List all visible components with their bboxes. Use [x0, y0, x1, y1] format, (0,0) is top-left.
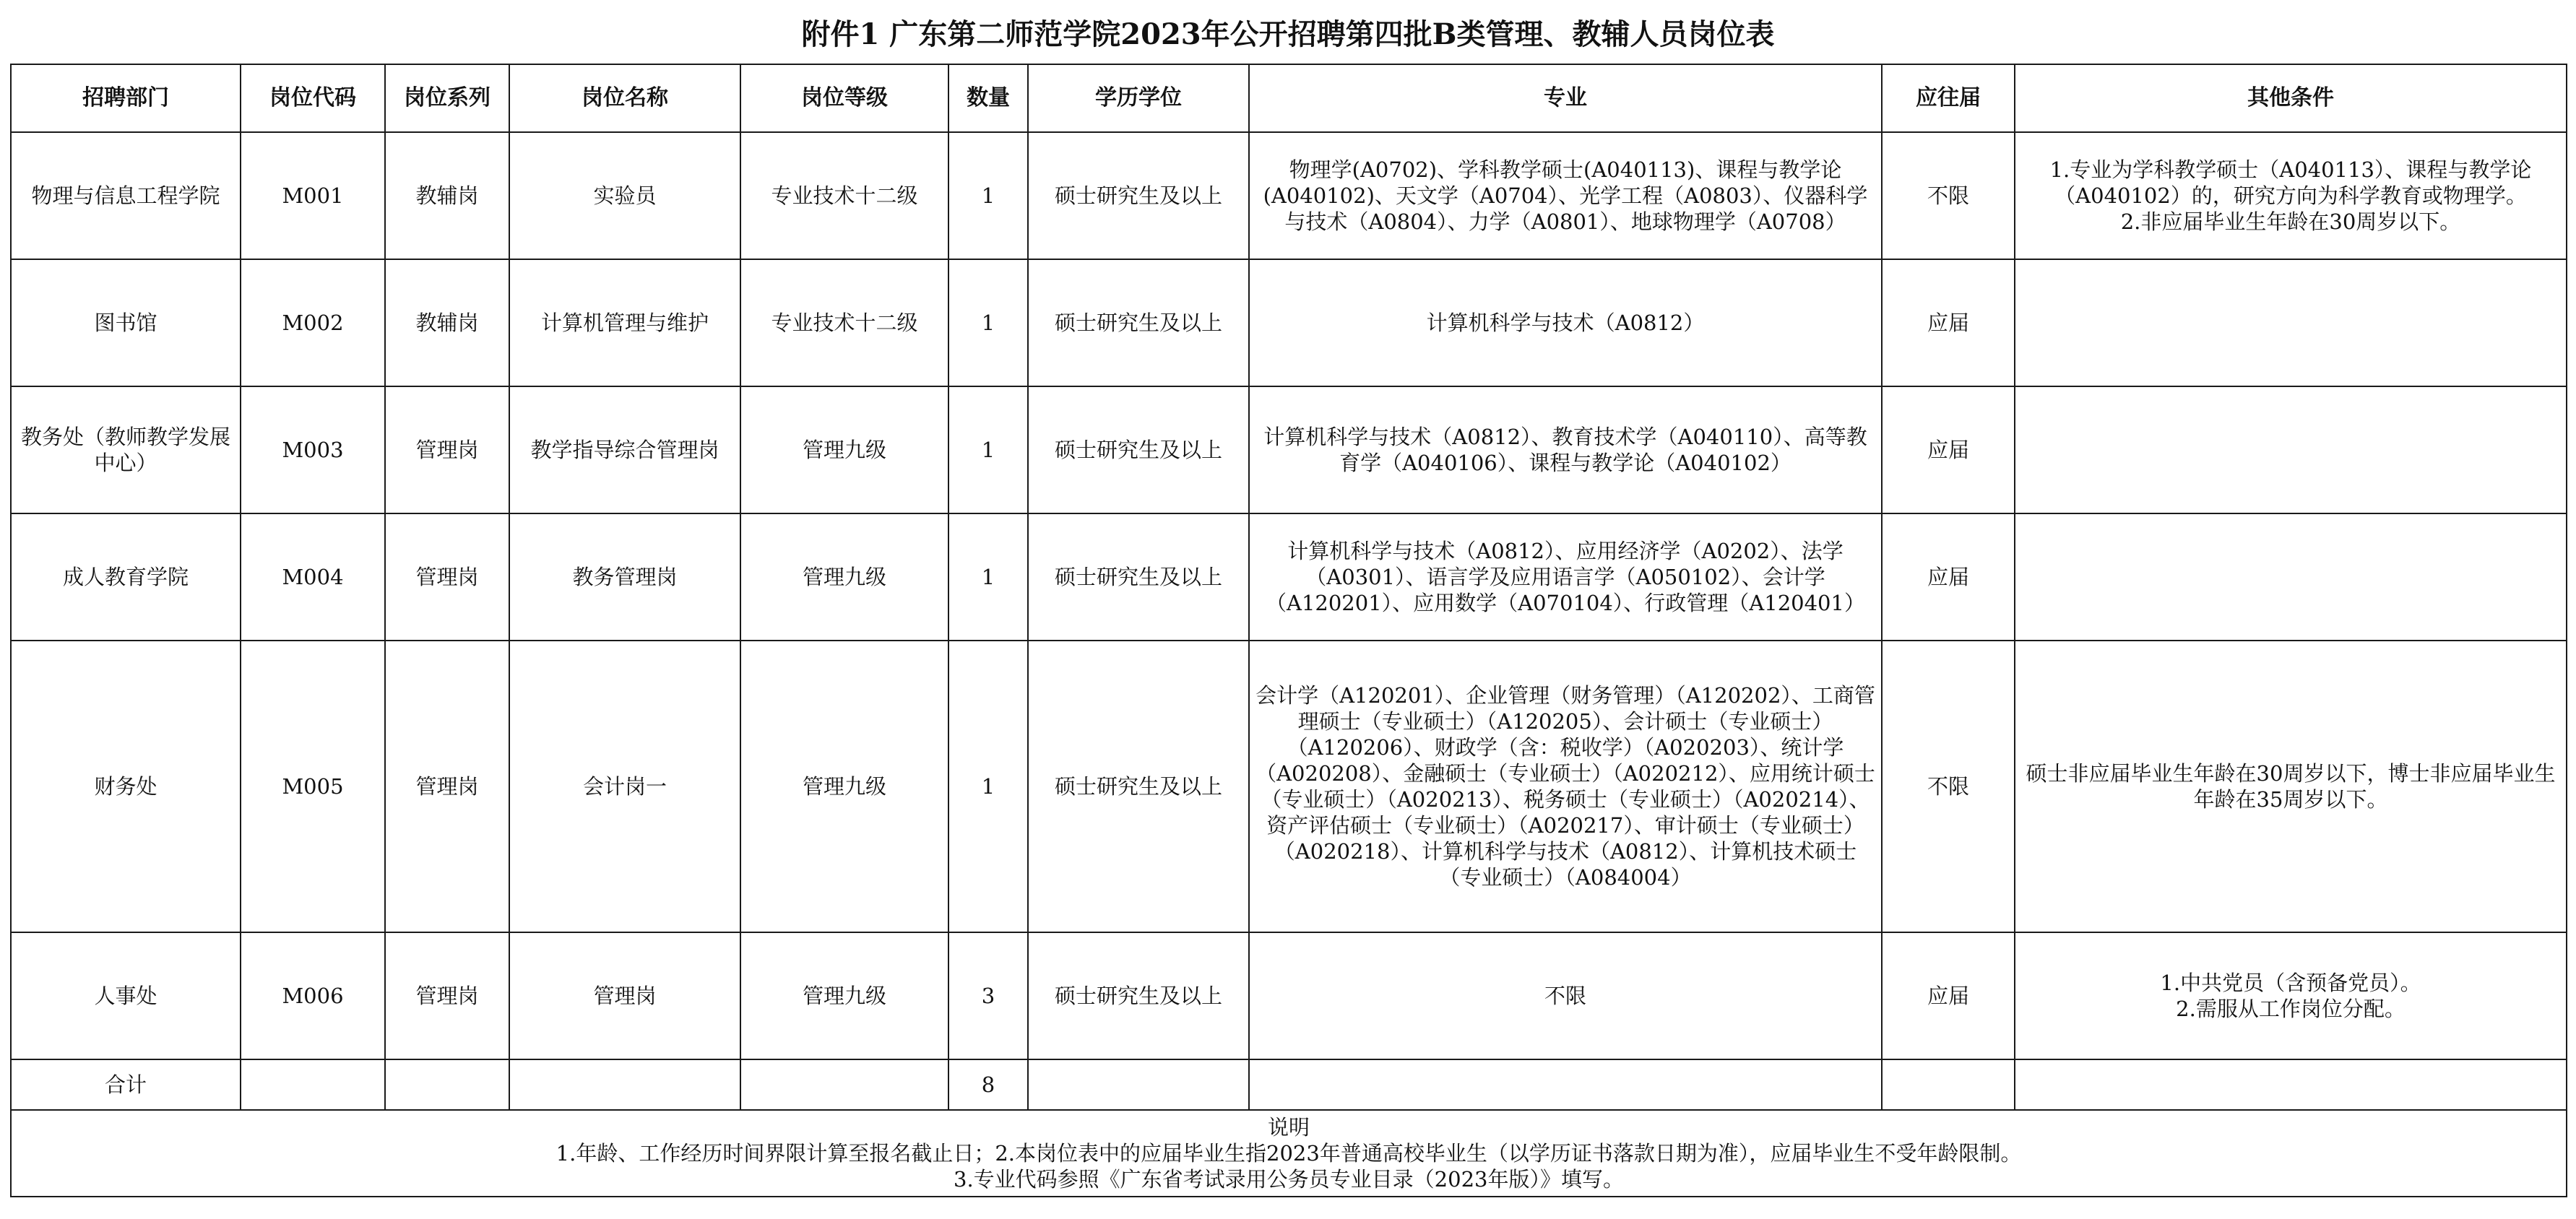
total-row: [11, 1059, 2567, 1110]
other-line: 2.需服从工作岗位分配。: [2176, 997, 2406, 1021]
other-line: 硕士非应届毕业生年龄在30周岁以下，博士非应届毕业生年龄在35周岁以下。: [2026, 761, 2556, 812]
cell-edu: 硕士研究生及以上: [1028, 932, 1249, 1059]
page-title: 附件1 广东第二师范学院2023年公开招聘第四批B类管理、教辅人员岗位表: [801, 17, 1775, 51]
cell-series: 管理岗: [385, 641, 509, 932]
cell-dept: 财务处: [11, 641, 241, 932]
cell-major: 计算机科学与技术（A0812）、应用经济学（A0202）、法学（A0301）、语言学及应用语言学（A050102）、会计学（A120201）、应用数学（A070104）、行政管理（A120401）: [1249, 513, 1882, 641]
cell-series: 教辅岗: [385, 259, 509, 386]
cell-other: [2015, 259, 2567, 386]
header-name: 岗位名称: [509, 64, 740, 132]
cell-series: 管理岗: [385, 932, 509, 1059]
cell-code: M004: [241, 513, 385, 641]
cell-edu: 硕士研究生及以上: [1028, 513, 1249, 641]
positions-table: [10, 64, 2567, 1197]
header-code: 岗位代码: [241, 64, 385, 132]
cell-grad: 应届: [1882, 259, 2015, 386]
cell-series: 教辅岗: [385, 132, 509, 259]
cell-count: 1: [948, 132, 1028, 259]
cell-code: M003: [241, 386, 385, 513]
cell-major: 计算机科学与技术（A0812）: [1249, 259, 1882, 386]
other-line: 1.中共党员（含预备党员）。: [2160, 971, 2421, 995]
table-row: [11, 132, 2567, 259]
cell-name: 计算机管理与维护: [509, 259, 740, 386]
cell-code: M006: [241, 932, 385, 1059]
header-series: 岗位系列: [385, 64, 509, 132]
cell-major: 计算机科学与技术（A0812）、教育技术学（A040110）、高等教育学（A040106）、课程与教学论（A040102）: [1249, 386, 1882, 513]
header-major: 专业: [1249, 64, 1882, 132]
cell-grad: 应届: [1882, 932, 2015, 1059]
cell-dept: 成人教育学院: [11, 513, 241, 641]
cell-count: 1: [948, 513, 1028, 641]
cell-count: 3: [948, 932, 1028, 1059]
header-row: [11, 64, 2567, 132]
header-other: 其他条件: [2015, 64, 2567, 132]
cell-level: 管理九级: [740, 932, 948, 1059]
cell-other: [2015, 932, 2567, 1059]
table-row: [11, 641, 2567, 932]
cell-grad: 应届: [1882, 513, 2015, 641]
other-line: 1.专业为学科教学硕士（A040113）、课程与教学论（A040102）的，研究方向为科学教育或物理学。: [2049, 157, 2532, 208]
total-label: 合计: [11, 1059, 241, 1110]
cell-level: 管理九级: [740, 513, 948, 641]
cell-dept: 图书馆: [11, 259, 241, 386]
header-dept: 招聘部门: [11, 64, 241, 132]
other-line: 2.非应届毕业生年龄在30周岁以下。: [2120, 209, 2461, 234]
header-count: 数量: [948, 64, 1028, 132]
table-row: [11, 386, 2567, 513]
cell-level: 管理九级: [740, 641, 948, 932]
cell-series: 管理岗: [385, 386, 509, 513]
cell-name: 教务管理岗: [509, 513, 740, 641]
cell-grad: 不限: [1882, 132, 2015, 259]
notes-heading: 说明: [1267, 1115, 1310, 1140]
cell-edu: 硕士研究生及以上: [1028, 386, 1249, 513]
cell-edu: 硕士研究生及以上: [1028, 641, 1249, 932]
cell-major: 物理学(A0702)、学科教学硕士(A040113)、课程与教学论(A040102)、天文学（A0704）、光学工程（A0803）、仪器科学与技术（A0804）、力学（A0801）、地球物理学（A0708）: [1249, 132, 1882, 259]
cell-dept: 物理与信息工程学院: [11, 132, 241, 259]
cell-series: 管理岗: [385, 513, 509, 641]
table-row: [11, 259, 2567, 386]
cell-name: 教学指导综合管理岗: [509, 386, 740, 513]
total-count: 8: [948, 1059, 1028, 1110]
cell-edu: 硕士研究生及以上: [1028, 132, 1249, 259]
notes-cell: [11, 1110, 2567, 1197]
cell-count: 1: [948, 259, 1028, 386]
header-edu: 学历学位: [1028, 64, 1249, 132]
cell-level: 专业技术十二级: [740, 132, 948, 259]
cell-dept: 人事处: [11, 932, 241, 1059]
cell-other: [2015, 513, 2567, 641]
table-row: [11, 932, 2567, 1059]
cell-count: 1: [948, 641, 1028, 932]
cell-major: 会计学（A120201）、企业管理（财务管理）（A120202）、工商管理硕士（专业硕士）（A120205）、会计硕士（专业硕士）（A120206）、财政学（含：税收学）（A020203）、统计学（A020208）、金融硕士（专业硕士）（A020212）、应用统计硕士（专业硕士）（A020213）、税务硕士（专业硕士）（A020214）、资产评估硕士（专业硕士）（A020217）、审计硕士（专业硕士）（A020218）、计算机科学与技术（A0812）、计算机技术硕士（专业硕士）（A084004）: [1249, 641, 1882, 932]
notes-row: [11, 1110, 2567, 1197]
table-row: [11, 513, 2567, 641]
cell-level: 管理九级: [740, 386, 948, 513]
cell-name: 实验员: [509, 132, 740, 259]
cell-code: M001: [241, 132, 385, 259]
cell-code: M005: [241, 641, 385, 932]
cell-code: M002: [241, 259, 385, 386]
header-grad: 应往届: [1882, 64, 2015, 132]
cell-count: 1: [948, 386, 1028, 513]
cell-major: 不限: [1249, 932, 1882, 1059]
header-level: 岗位等级: [740, 64, 948, 132]
cell-other: [2015, 132, 2567, 259]
cell-other: [2015, 386, 2567, 513]
cell-name: 管理岗: [509, 932, 740, 1059]
cell-edu: 硕士研究生及以上: [1028, 259, 1249, 386]
notes-line: 1.年龄、工作经历时间界限计算至报名截止日；2.本岗位表中的应届毕业生指2023年普通高校毕业生（以学历证书落款日期为准），应届毕业生不受年龄限制。: [556, 1141, 2022, 1166]
notes-line: 3.专业代码参照《广东省考试录用公务员专业目录（2023年版）》填写。: [954, 1167, 1624, 1192]
cell-grad: 应届: [1882, 386, 2015, 513]
cell-name: 会计岗一: [509, 641, 740, 932]
cell-grad: 不限: [1882, 641, 2015, 932]
cell-dept: 教务处（教师教学发展中心）: [11, 386, 241, 513]
cell-level: 专业技术十二级: [740, 259, 948, 386]
cell-other: [2015, 641, 2567, 932]
